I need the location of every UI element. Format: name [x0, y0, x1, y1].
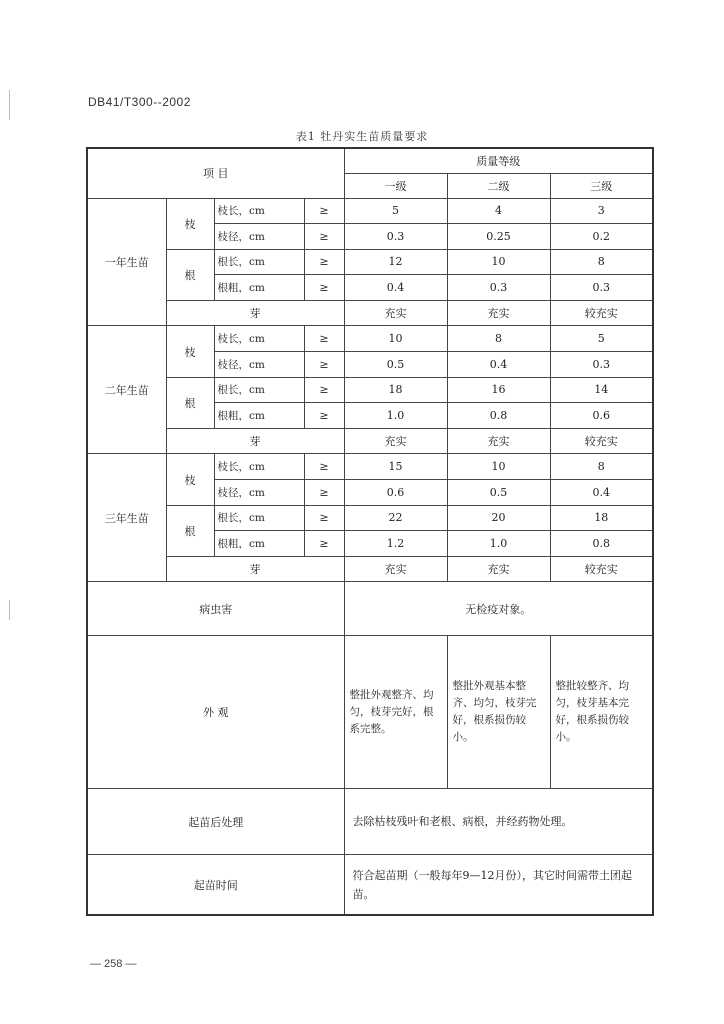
bud-value: 充实	[344, 428, 447, 454]
geq-symbol: ≥	[304, 326, 344, 352]
pests-label: 病虫害	[87, 582, 344, 636]
bud-value: 充实	[447, 428, 550, 454]
grade-value: 10	[447, 454, 550, 480]
age-label: 二年生苗	[87, 326, 166, 454]
table-row	[87, 300, 653, 326]
geq-symbol: ≥	[304, 505, 344, 531]
grade-value: 1.0	[447, 531, 550, 557]
grade-value: 0.8	[550, 531, 653, 557]
param-name: 枝径，cm	[214, 352, 304, 378]
table-row	[87, 377, 653, 403]
treatment-value: 去除枯枝残叶和老根、病根，并经药物处理。	[344, 789, 653, 855]
scan-margin-mark	[9, 90, 10, 120]
geq-symbol: ≥	[304, 480, 344, 506]
grade-value: 0.3	[550, 352, 653, 378]
treatment-label: 起苗后处理	[87, 789, 344, 855]
bud-value: 充实	[344, 556, 447, 582]
grade-value: 0.3	[447, 275, 550, 301]
grade-value: 0.4	[550, 480, 653, 506]
grade-value: 0.25	[447, 224, 550, 250]
bud-label: 芽	[166, 556, 344, 582]
branch-label: 枝	[166, 454, 214, 505]
table-row	[87, 582, 653, 636]
geq-symbol: ≥	[304, 275, 344, 301]
grade-value: 8	[550, 454, 653, 480]
table-row	[87, 454, 653, 480]
grade-value: 3	[550, 198, 653, 224]
geq-symbol: ≥	[304, 454, 344, 480]
geq-symbol: ≥	[304, 403, 344, 429]
table-row	[87, 505, 653, 531]
grade-value: 15	[344, 454, 447, 480]
table-row	[87, 789, 653, 855]
geq-symbol: ≥	[304, 377, 344, 403]
grade-value: 1.0	[344, 403, 447, 429]
table-row	[87, 636, 653, 789]
geq-symbol: ≥	[304, 352, 344, 378]
grade-value: 8	[447, 326, 550, 352]
geq-symbol: ≥	[304, 249, 344, 275]
bud-value: 充实	[447, 556, 550, 582]
grade-value: 18	[550, 505, 653, 531]
grade-value: 0.2	[550, 224, 653, 250]
grade-value: 4	[447, 198, 550, 224]
appearance-grade-3: 整批较整齐、均匀，枝芽基本完好，根系损伤较小。	[550, 636, 653, 789]
grade-value: 22	[344, 505, 447, 531]
param-name: 根长，cm	[214, 377, 304, 403]
grade-value: 18	[344, 377, 447, 403]
param-name: 根粗，cm	[214, 403, 304, 429]
grade-value: 0.3	[344, 224, 447, 250]
grade-value: 10	[447, 249, 550, 275]
bud-label: 芽	[166, 300, 344, 326]
grade-value: 0.6	[344, 480, 447, 506]
geq-symbol: ≥	[304, 531, 344, 557]
grade-value: 0.8	[447, 403, 550, 429]
grade-value: 14	[550, 377, 653, 403]
grade-value: 0.4	[344, 275, 447, 301]
branch-label: 枝	[166, 198, 214, 249]
grade-value: 16	[447, 377, 550, 403]
header-item: 项 目	[87, 148, 344, 198]
bud-value: 充实	[344, 300, 447, 326]
branch-label: 枝	[166, 326, 214, 377]
table-title: 表1 牡丹实生苗质量要求	[295, 130, 429, 143]
grade-value: 10	[344, 326, 447, 352]
page-number: — 258 —	[90, 958, 137, 970]
grade-value: 5	[550, 326, 653, 352]
param-name: 根粗，cm	[214, 531, 304, 557]
document-code: DB41/T300--2002	[88, 95, 191, 109]
age-label: 一年生苗	[87, 198, 166, 326]
param-name: 根粗，cm	[214, 275, 304, 301]
table-row	[87, 855, 653, 915]
param-name: 枝长，cm	[214, 326, 304, 352]
grade-value: 0.3	[550, 275, 653, 301]
header-grade-3: 三级	[550, 173, 653, 198]
param-name: 根长，cm	[214, 505, 304, 531]
table-row	[87, 428, 653, 454]
bud-value: 较充实	[550, 556, 653, 582]
table-row	[87, 148, 653, 173]
param-name: 枝长，cm	[214, 454, 304, 480]
appearance-grade-2: 整批外观基本整齐、均匀，枝芽完好，根系损伤较小。	[447, 636, 550, 789]
root-label: 根	[166, 505, 214, 556]
header-grade-2: 二级	[447, 173, 550, 198]
age-label: 三年生苗	[87, 454, 166, 582]
root-label: 根	[166, 249, 214, 300]
bud-value: 充实	[447, 300, 550, 326]
geq-symbol: ≥	[304, 198, 344, 224]
header-quality-grade: 质量等级	[344, 148, 653, 173]
table-row	[87, 249, 653, 275]
param-name: 枝长，cm	[214, 198, 304, 224]
appearance-grade-1: 整批外观整齐、均匀，枝芽完好，根系完整。	[344, 636, 447, 789]
grade-value: 12	[344, 249, 447, 275]
grade-value: 1.2	[344, 531, 447, 557]
grade-value: 0.5	[344, 352, 447, 378]
grade-value: 0.4	[447, 352, 550, 378]
param-name: 枝径，cm	[214, 480, 304, 506]
grade-value: 0.5	[447, 480, 550, 506]
bud-value: 较充实	[550, 428, 653, 454]
pests-value: 无检疫对象。	[344, 582, 653, 636]
quality-table	[86, 147, 654, 916]
table-row	[87, 198, 653, 224]
grade-value: 8	[550, 249, 653, 275]
header-grade-1: 一级	[344, 173, 447, 198]
scan-margin-mark	[9, 600, 10, 620]
table-row	[87, 556, 653, 582]
param-name: 根长，cm	[214, 249, 304, 275]
appearance-label: 外 观	[87, 636, 344, 789]
grade-value: 5	[344, 198, 447, 224]
param-name: 枝径，cm	[214, 224, 304, 250]
bud-label: 芽	[166, 428, 344, 454]
grade-value: 0.6	[550, 403, 653, 429]
timing-value: 符合起苗期（一般每年9—12月份），其它时间需带土团起苗。	[344, 855, 653, 915]
table-row	[87, 326, 653, 352]
timing-label: 起苗时间	[87, 855, 344, 915]
grade-value: 20	[447, 505, 550, 531]
geq-symbol: ≥	[304, 224, 344, 250]
bud-value: 较充实	[550, 300, 653, 326]
root-label: 根	[166, 377, 214, 428]
